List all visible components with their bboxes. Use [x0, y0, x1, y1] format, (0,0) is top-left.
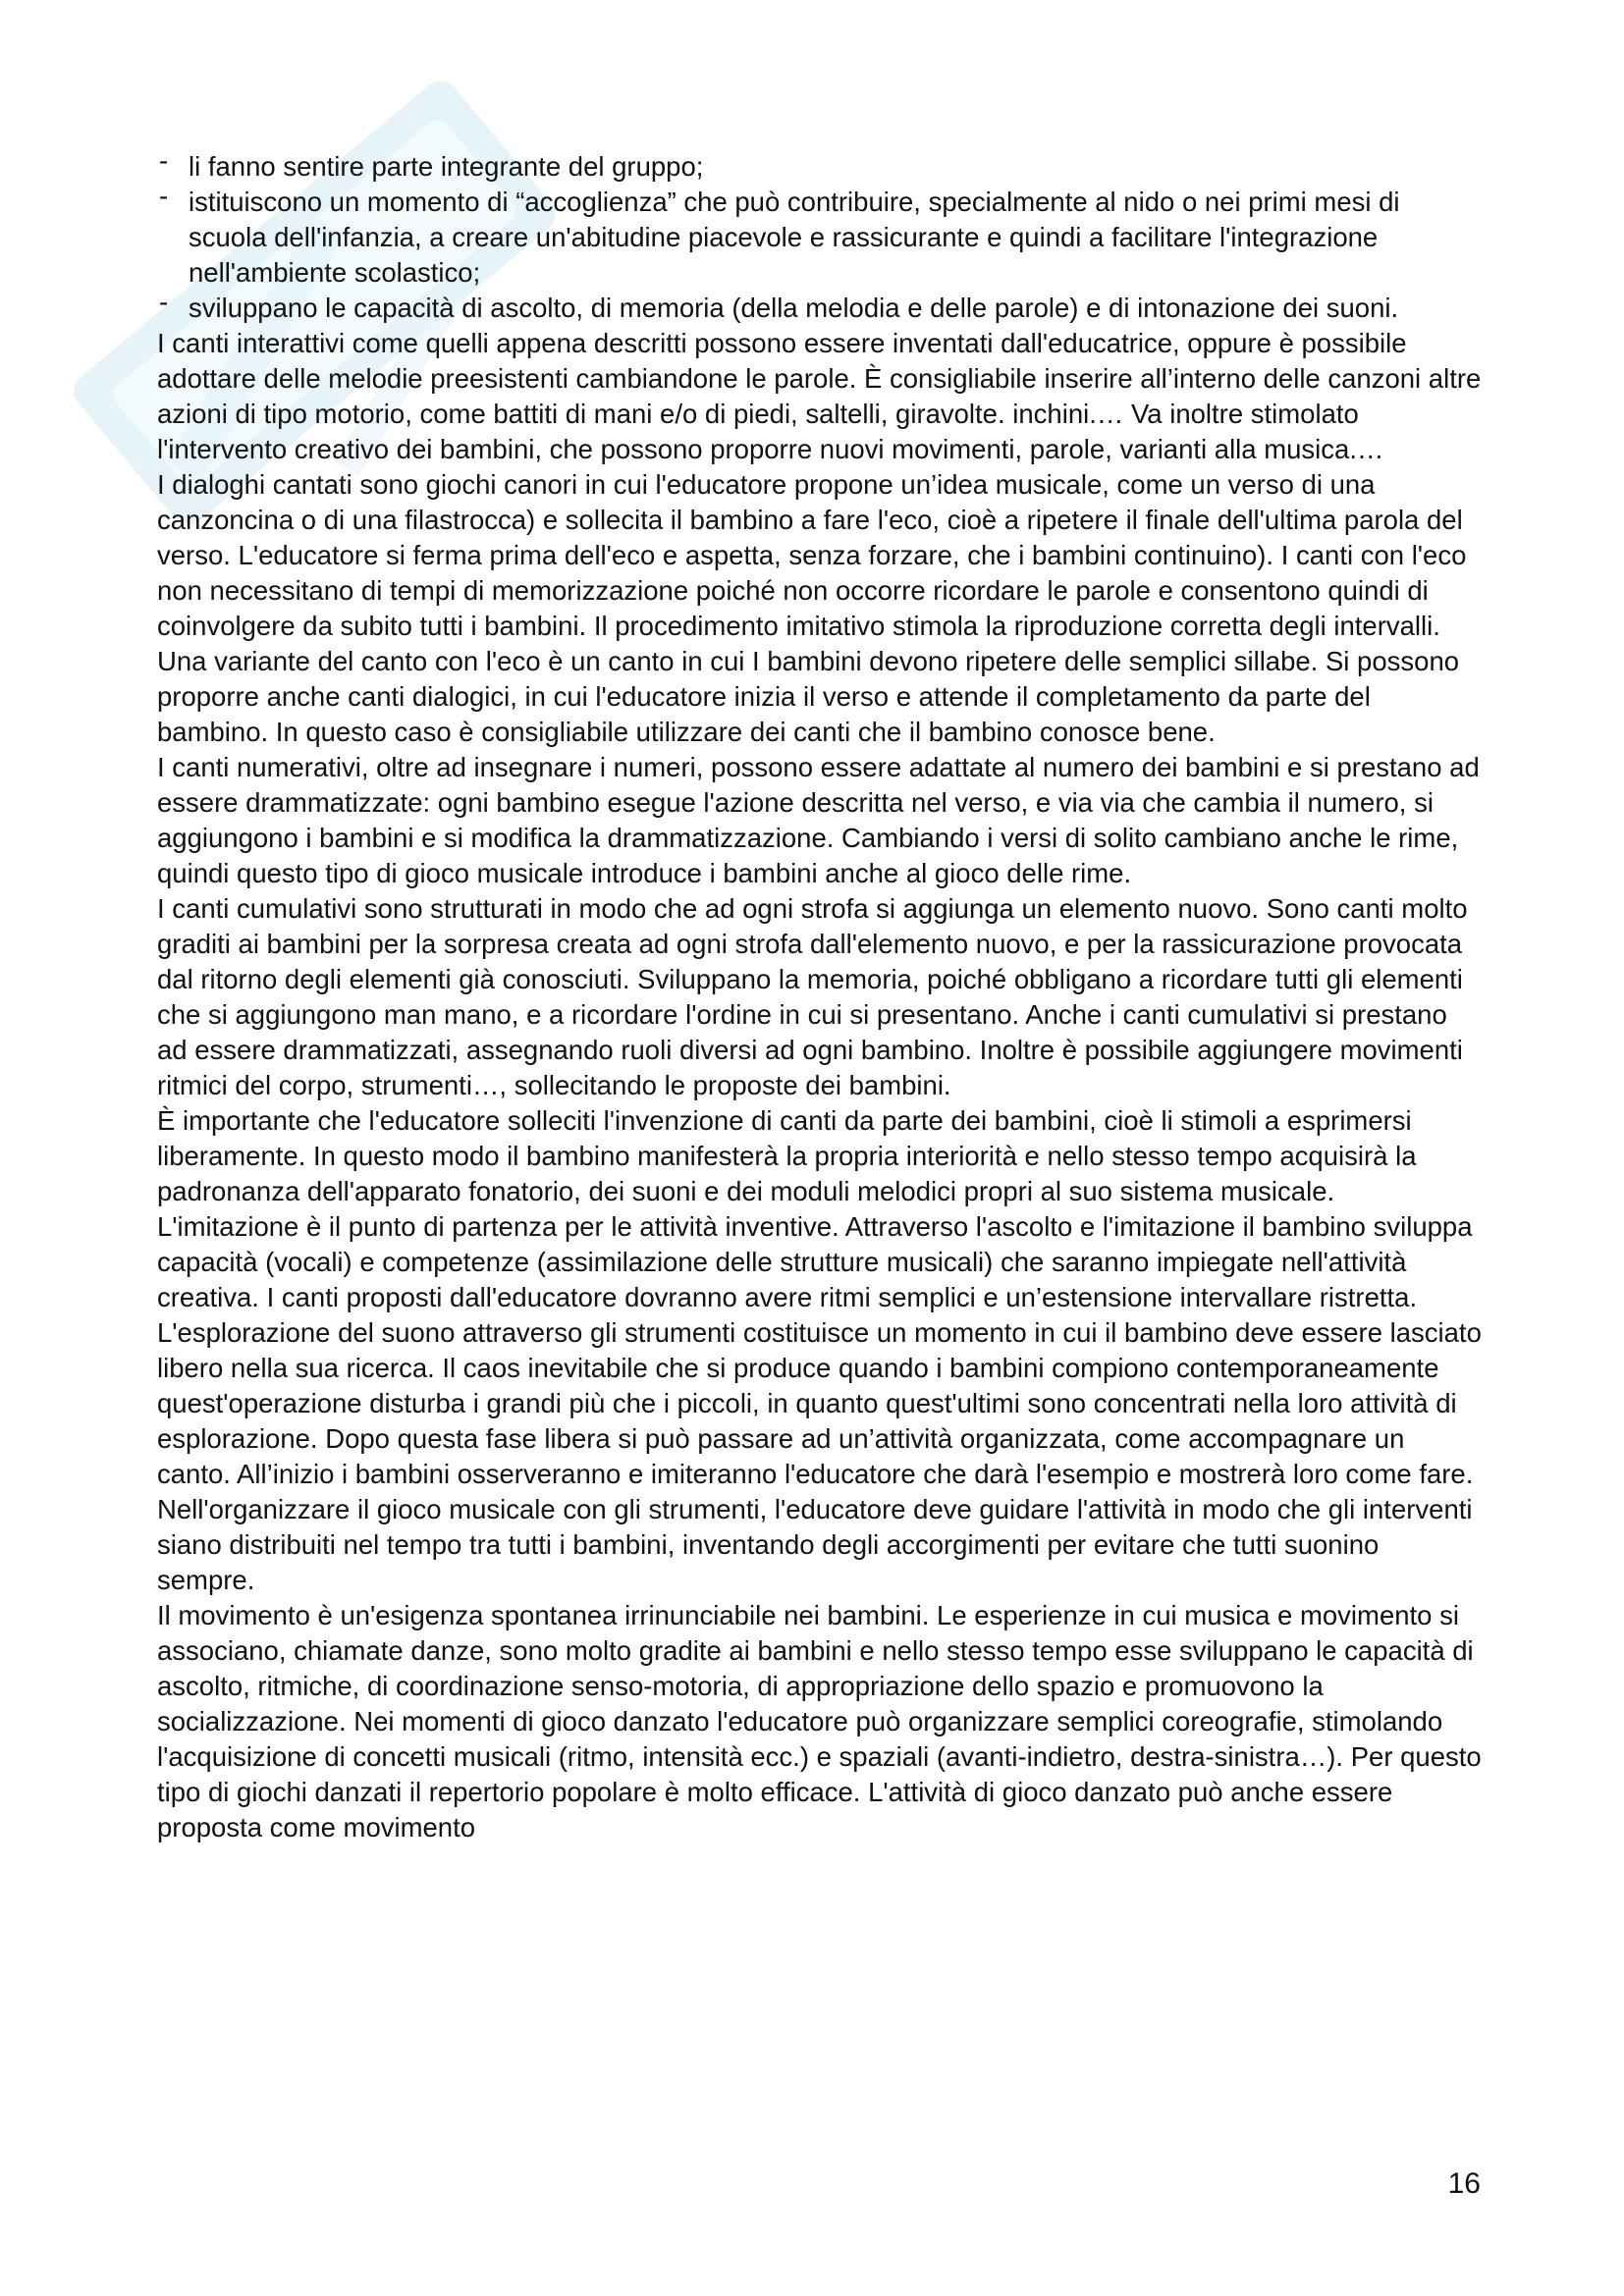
- paragraph-movimento: Il movimento è un'esigenza spontanea irrinunciabile nei bambini. Le esperienze in cui musica e movimento si associano, chiamate danze, sono molto gradite ai bambini e nello stesso tempo esse sviluppano le capacità di ascolto, ritmiche, di coordinazione senso-motoria, di appropriazione dello spazio e promuovono la socializzazione. Nei momenti di gioco danzato l'educatore può organizzare semplici coreografie, stimolando l'acquisizione di concetti musicali (ritmo, intensità ecc.) e spaziali (avanti-indietro, destra-sinistra…). Per questo tipo di giochi danzati il repertorio popolare è molto efficace. L'attività di gioco danzato può anche essere proposta come movimento: [157, 1600, 1482, 1842]
- list-item: - istituiscono un momento di “accoglienza” che può contribuire, specialmente al nido o nei primi mesi di scuola dell'infanzia, a creare un'abitudine piacevole e rassicurante e quindi a facilitare l'integrazione nell'ambiente scolastico;: [157, 185, 1483, 291]
- list-item: - sviluppano le capacità di ascolto, di memoria (della melodia e delle parole) e di intonazione dei suoni.: [157, 291, 1483, 326]
- document-body: [157, 149, 1483, 1845]
- page-number: 16: [1447, 2167, 1481, 2200]
- paragraph-canti-numerativi: I canti numerativi, oltre ad insegnare i numeri, possono essere adattate al numero dei bambini e si prestano ad essere drammatizzate: ogni bambino esegue l'azione descritta nel verso, e via via che cambia il numero, si aggiungono i bambini e si modifica la drammatizzazione. Cambiando i versi di solito cambiano anche le rime, quindi questo tipo di gioco musicale introduce i bambini anche al gioco delle rime.: [157, 752, 1480, 888]
- paragraph-invenzione-canti: È importante che l'educatore solleciti l'invenzione di canti da parte dei bambini, cioè li stimoli a esprimersi liberamente. In questo modo il bambino manifesterà la propria interiorità e nello stesso tempo acquisirà la padronanza dell'apparato fonatorio, dei suoni e dei moduli melodici propri al suo sistema musicale. L'imitazione è il punto di partenza per le attività inventive. Attraverso l'ascolto e l'imitazione il bambino sviluppa capacità (vocali) e competenze (assimilazione delle strutture musicali) che saranno impiegate nell'attività creativa. I canti proposti dall'educatore dovranno avere ritmi semplici e un’estensione intervallare ristretta.: [157, 1105, 1473, 1312]
- list-item: - li fanno sentire parte integrante del gruppo;: [157, 149, 1483, 185]
- paragraph-canti-cumulativi: I canti cumulativi sono strutturati in modo che ad ogni strofa si aggiunga un elemento nuovo. Sono canti molto graditi ai bambini per la sorpresa creata ad ogni strofa dall'elemento nuovo, e per la rassicurazione provocata dal ritorno degli elementi già conosciuti. Sviluppano la memoria, poiché obbligano a ricordare tutti gli elementi che si aggiungono man mano, e a ricordare l'ordine in cui si presentano. Anche i canti cumulativi si prestano ad essere drammatizzati, assegnando ruoli diversi ad ogni bambino. Inoltre è possibile aggiungere movimenti ritmici del corpo, strumenti…, sollecitando le proposte dei bambini.: [157, 893, 1468, 1100]
- bullet-list: [157, 149, 1483, 326]
- paragraph-esplorazione-suono: L'esplorazione del suono attraverso gli strumenti costituisce un momento in cui il bambino deve essere lasciato libero nella sua ricerca. Il caos inevitabile che si produce quando i bambini compiono contemporaneamente quest'operazione disturba i grandi più che i piccoli, in quanto quest'ultimi sono concentrati nella loro attività di esplorazione. Dopo questa fase libera si può passare ad un’attività organizzata, come accompagnare un canto. All’inizio i bambini osserveranno e imiteranno l'educatore che darà l'esempio e mostrerà loro come fare. Nell'organizzare il gioco musicale con gli strumenti, l'educatore deve guidare l'attività in modo che gli interventi siano distribuiti nel tempo tra tutti i bambini, inventando degli accorgimenti per evitare che tutti suonino sempre.: [157, 1317, 1482, 1595]
- paragraph-canti-interattivi: I canti interattivi come quelli appena descritti possono essere inventati dall'educatrice, oppure è possibile adottare delle melodie preesistenti cambiandone le parole. È consigliabile inserire all’interno delle canzoni altre azioni di tipo motorio, come battiti di mani e/o di piedi, saltelli, giravolte. inchini.… Va inoltre stimolato l'intervento creativo dei bambini, che possono proporre nuovi movimenti, parole, varianti alla musica.…: [157, 328, 1482, 464]
- paragraph-dialoghi-cantati: I dialoghi cantati sono giochi canori in cui l'educatore propone un’idea musicale, come un verso di una canzoncina o di una filastrocca) e sollecita il bambino a fare l'eco, cioè a ripetere il finale dell'ultima parola del verso. L'educatore si ferma prima dell'eco e aspetta, senza forzare, che i bambini continuino). I canti con l'eco non necessitano di tempi di memorizzazione poiché non occorre ricordare le parole e consentono quindi di coinvolgere da subito tutti i bambini. Il procedimento imitativo stimola la riproduzione corretta degli intervalli. Una variante del canto con l'eco è un canto in cui I bambini devono ripetere delle semplici sillabe. Si possono proporre anche canti dialogici, in cui l'educatore inizia il verso e attende il completamento da parte del bambino. In questo caso è consigliabile utilizzare dei canti che il bambino conosce bene.: [157, 469, 1467, 747]
